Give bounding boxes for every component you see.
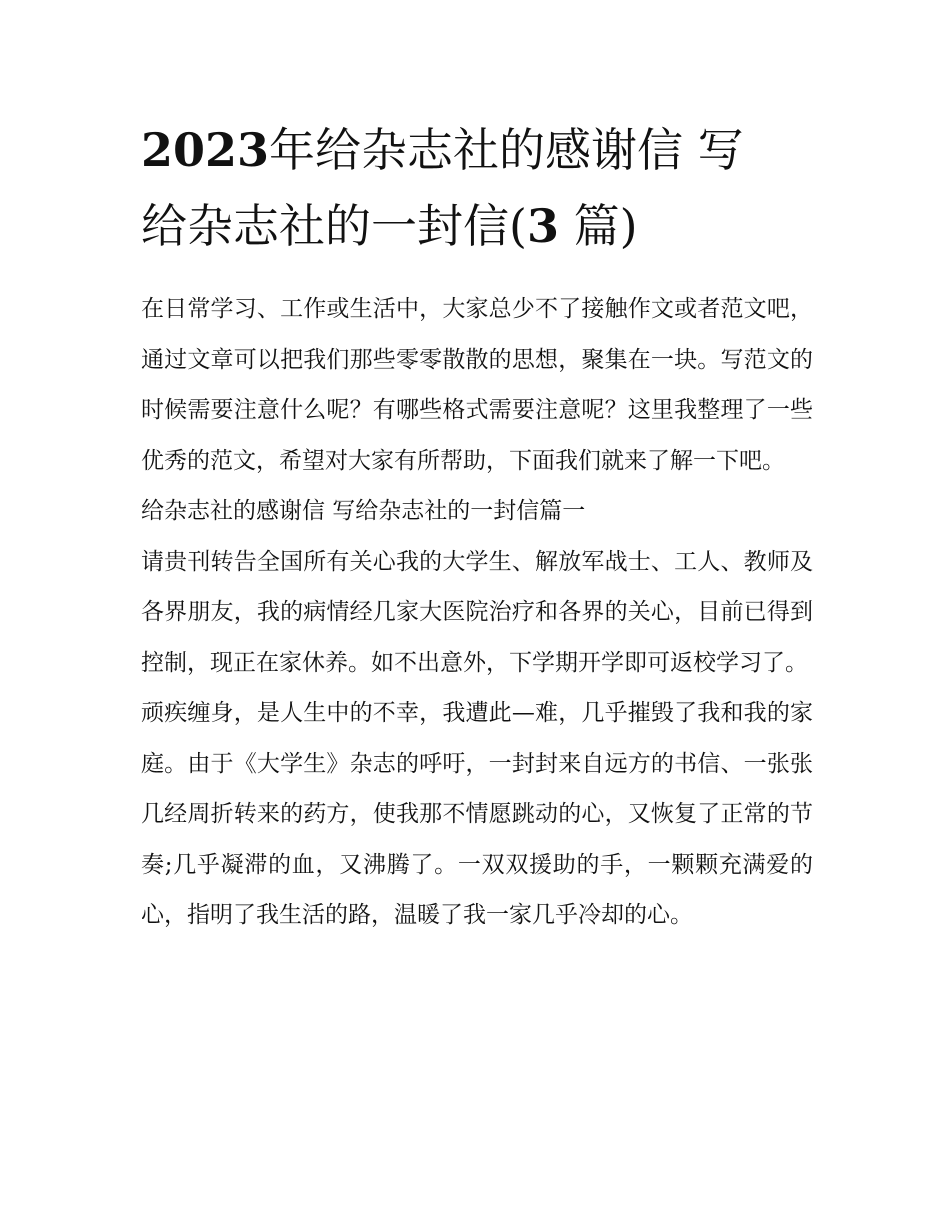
intro-paragraph: 在日常学习、工作或生活中，大家总少不了接触作文或者范文吧，通过文章可以把我们那些零零散散的思想，聚集在一块。写范文的时候需要注意什么呢？有哪些格式需要注意呢？这里我整理了一些优秀的范文，希望对大家有所帮助，下面我们就来了解一下吧。 (141, 296, 813, 474)
document-title (141, 112, 813, 264)
body-paragraph-1: 请贵刊转告全国所有关心我的大学生、解放军战士、工人、教师及各界朋友，我的病情经几家大医院治疗和各界的关心，目前已得到控制，现正在家休养。如不出意外，下学期开学即可返校学习了。 (141, 548, 813, 676)
title-count: 3 (526, 199, 559, 253)
section-heading: 给杂志社的感谢信 写给杂志社的一封信篇一 (141, 498, 586, 524)
title-line2-text-b: 篇) (558, 199, 638, 253)
title-year: 2023 (141, 123, 270, 177)
title-line1-text: 年给杂志社的感谢信 写 (269, 123, 744, 177)
body-paragraph-2: 顽疾缠身，是人生中的不幸，我遭此—难，几乎摧毁了我和我的家庭。由于《大学生》杂志的呼吁，一封封来自远方的书信、一张张几经周折转来的药方，使我那不情愿跳动的心，又恢复了正常的节奏;几乎凝滞的血，又沸腾了。一双双援助的手，一颗颗充满爱的心，指明了我生活的路，温暖了我一家几乎冷却的心。 (141, 700, 813, 928)
title-line2-text-a: 给杂志社的一封信( (141, 199, 527, 253)
document-page (141, 112, 813, 941)
